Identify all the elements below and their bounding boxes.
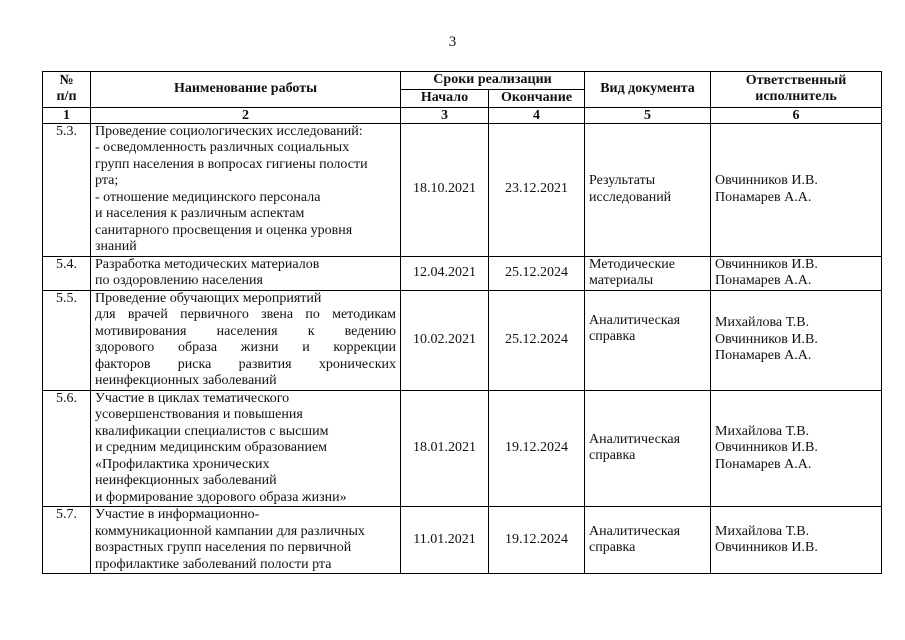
work-name-line: - осведомленность различных социальных: [95, 140, 350, 155]
column-number: 3: [401, 107, 489, 123]
work-name-line: и населения к различным аспектам: [95, 206, 305, 221]
work-name-line: коммуникационной кампании для различных: [95, 523, 365, 539]
document-type-line: Аналитическая: [589, 312, 681, 328]
work-name-line: знаний: [95, 239, 137, 254]
column-number: 2: [91, 107, 401, 123]
responsible-person: Овчинников И.В.: [715, 173, 818, 188]
work-name-line: неинфекционных заболеваний: [95, 373, 277, 388]
header-num-line-1: №: [59, 72, 74, 88]
header-name: Наименование работы: [91, 72, 401, 108]
work-name-line: мотивирования населения к ведению: [95, 323, 396, 339]
responsible-person: Овчинников И.В.: [715, 256, 818, 272]
responsible-person: Понамарев А.А.: [715, 456, 812, 472]
work-name-line: факторов риска развития хронических: [95, 356, 396, 372]
document-type: [585, 290, 711, 390]
start-date: 10.02.2021: [401, 290, 489, 390]
document-type: [585, 507, 711, 574]
work-name-line: усовершенствования и повышения: [95, 407, 303, 422]
header-num: [43, 72, 91, 108]
work-name: [91, 390, 401, 507]
document-type-line: справка: [589, 329, 636, 344]
document-type-line: материалы: [589, 273, 654, 288]
row-number: 5.5.: [43, 290, 91, 390]
work-name-line: здорового образа жизни и коррекции: [95, 340, 396, 355]
column-number: 4: [489, 107, 585, 123]
responsible-person: Овчинников И.В.: [715, 331, 818, 347]
responsible-person: Михайлова Т.В.: [715, 523, 810, 539]
responsible-person: Овчинников И.В.: [715, 440, 818, 455]
work-name-line: групп населения в вопросах гигиены полости: [95, 156, 368, 172]
document-type-line: справка: [589, 448, 636, 464]
header-start: Начало: [401, 90, 489, 108]
responsible: [711, 123, 882, 256]
column-numbers-row: [43, 107, 882, 123]
page-number: 3: [448, 34, 457, 50]
responsible-person: Овчинников И.В.: [715, 540, 818, 555]
responsible-person: Михайлова Т.В.: [715, 423, 810, 439]
responsible-person: Михайлова Т.В.: [715, 315, 810, 331]
work-name-line: Проведение социологических исследований:: [95, 123, 363, 139]
table-row: [43, 123, 882, 256]
responsible-person: Понамарев А.А.: [715, 348, 812, 364]
header-end: Окончание: [489, 90, 585, 108]
header-terms: Сроки реализации: [401, 72, 585, 90]
responsible: [711, 290, 882, 390]
work-name: [91, 123, 401, 256]
end-date: 25.12.2024: [489, 256, 585, 290]
responsible: [711, 256, 882, 290]
start-date: 18.10.2021: [401, 123, 489, 256]
table-row: [43, 507, 882, 574]
header-responsible-line-1: Ответственный: [745, 72, 847, 88]
row-number: 5.3.: [43, 123, 91, 256]
work-name: [91, 507, 401, 574]
header-doc-type: Вид документа: [585, 72, 711, 108]
work-name-line: возрастных групп населения по первичной: [95, 540, 352, 555]
responsible-person: Понамарев А.А.: [715, 189, 812, 205]
document-type: [585, 390, 711, 507]
responsible-person: Понамарев А.А.: [715, 273, 812, 288]
header-num-line-2: п/п: [56, 89, 77, 105]
work-name: [91, 256, 401, 290]
document-type-line: Аналитическая: [589, 431, 681, 447]
end-date: 19.12.2024: [489, 507, 585, 574]
work-name-line: профилактике заболеваний полости рта: [95, 556, 332, 572]
responsible: [711, 507, 882, 574]
work-name-line: Участие в информационно-: [95, 507, 260, 522]
work-name-line: Разработка методических материалов: [95, 256, 320, 272]
header-responsible: [711, 72, 882, 108]
table-row: [43, 390, 882, 507]
header-responsible-line-2: исполнитель: [755, 89, 837, 105]
document-type-line: Аналитическая: [589, 523, 681, 539]
table-row: [43, 256, 882, 290]
start-date: 12.04.2021: [401, 256, 489, 290]
end-date: 25.12.2024: [489, 290, 585, 390]
start-date: 11.01.2021: [401, 507, 489, 574]
responsible: [711, 390, 882, 507]
work-name-line: неинфекционных заболеваний: [95, 473, 277, 488]
work-name-line: для врачей первичного звена по методикам: [95, 307, 396, 322]
work-name-line: санитарного просвещения и оценка уровня: [95, 222, 353, 238]
start-date: 18.01.2021: [401, 390, 489, 507]
work-name-line: «Профилактика хронических: [95, 456, 270, 472]
document-type: [585, 123, 711, 256]
table-row: [43, 290, 882, 390]
column-number: 6: [711, 107, 882, 123]
column-number: 1: [43, 107, 91, 123]
work-name-line: Участие в циклах тематического: [95, 390, 290, 406]
work-name-line: по оздоровлению населения: [95, 273, 263, 288]
work-name-line: квалификации специалистов с высшим: [95, 423, 329, 439]
work-name-line: рта;: [95, 173, 119, 188]
work-name-line: - отношение медицинского персонала: [95, 189, 321, 205]
work-name: [91, 290, 401, 390]
column-number: 5: [585, 107, 711, 123]
document-type-line: исследований: [589, 189, 672, 205]
document-type-line: справка: [589, 540, 636, 555]
document-type-line: Методические: [589, 256, 675, 272]
end-date: 19.12.2024: [489, 390, 585, 507]
work-name-line: и формирование здорового образа жизни»: [95, 489, 347, 505]
work-name-line: и средним медицинским образованием: [95, 440, 328, 455]
row-number: 5.4.: [43, 256, 91, 290]
end-date: 23.12.2021: [489, 123, 585, 256]
row-number: 5.6.: [43, 390, 91, 507]
row-number: 5.7.: [43, 507, 91, 574]
work-plan-table: [42, 71, 882, 574]
document-type: [585, 256, 711, 290]
document-type-line: Результаты: [589, 173, 656, 188]
work-name-line: Проведение обучающих мероприятий: [95, 290, 322, 306]
